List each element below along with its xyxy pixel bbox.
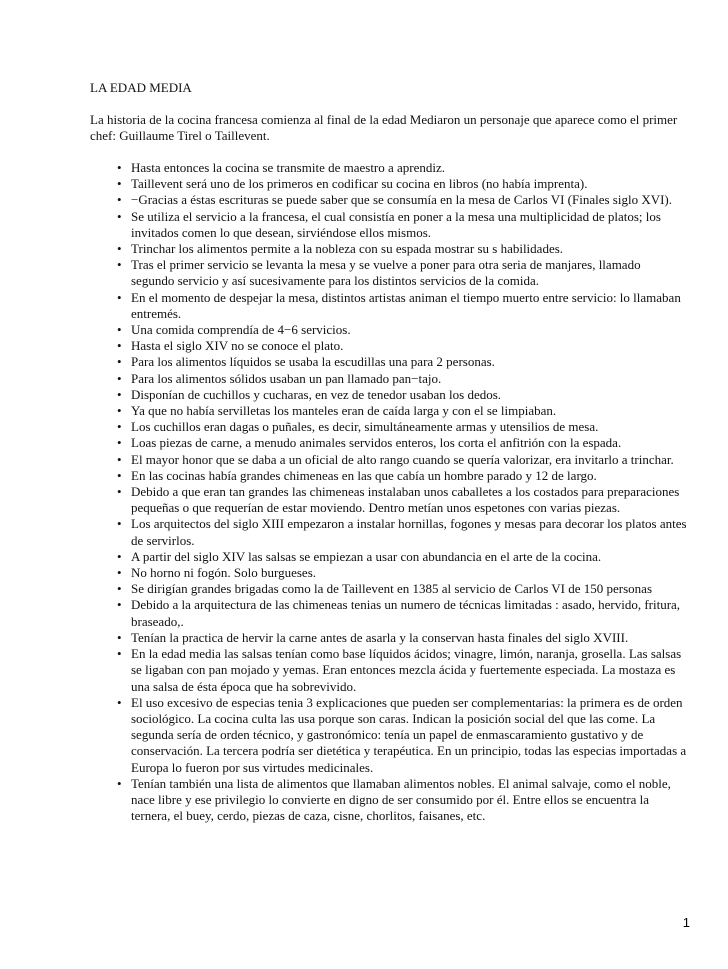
page-number: 1 — [682, 915, 690, 930]
list-item: • En el momento de despejar la mesa, distintos artistas animan el tiempo muerto entre servicio: lo llamaban entremés. — [117, 290, 687, 322]
list-item: • No horno ni fogón. Solo burgueses. — [117, 565, 687, 581]
list-item: • Tenían también una lista de alimentos que llamaban alimentos nobles. El animal salvaje, como el noble, nace libre y ese privilegio lo convierte en digno de ser consumido por él. Entre ellos se encuentra la ternera, el buey, cerdo, piezas de caza, cisne, chorlitos, faisanes, etc. — [117, 776, 687, 825]
list-item: • Debido a que eran tan grandes las chimeneas instalaban unos caballetes a los costados para preparaciones pequeñas o que requerían de estar moviendo. Dentro metían unos espetones con varias piezas. — [117, 484, 687, 516]
list-item: • El mayor honor que se daba a un oficial de alto rango cuando se quería valorizar, era invitarlo a trinchar. — [117, 452, 687, 468]
list-item: • Loas piezas de carne, a menudo animales servidos enteros, los corta el anfitrión con la espada. — [117, 435, 687, 451]
list-item: • En la edad media las salsas tenían como base líquidos ácidos; vinagre, limón, naranja, grosella. Las salsas se ligaban con pan mojado y yemas. Eran entonces mezcla ácida y fuertemente especiada. La mostaza es una salsa de ésta época que ha sobrevivido. — [117, 646, 687, 695]
list-item: • El uso excesivo de especias tenia 3 explicaciones que pueden ser complementarias: la primera es de orden sociológico. La cocina culta las usa porque son caras. Indican la posición social del que las come. La segunda sería de orden técnico, y gastronómico: tenía un papel de enmascaramiento gustativo y de conservación. La tercera podría ser dietética y terapéutica. En un principio, todas las especias importadas a Europa lo fueron por sus virtudes medicinales. — [117, 695, 687, 776]
list-item: • Trinchar los alimentos permite a la nobleza con su espada mostrar su s habilidades. — [117, 241, 687, 257]
list-item: • Ya que no había servilletas los manteles eran de caída larga y con el se limpiaban. — [117, 403, 687, 419]
list-item: • Disponían de cuchillos y cucharas, en vez de tenedor usaban los dedos. — [117, 387, 687, 403]
list-item: • Hasta entonces la cocina se transmite de maestro a aprendiz. — [117, 160, 687, 176]
list-item: • Para los alimentos líquidos se usaba la escudillas una para 2 personas. — [117, 354, 687, 370]
list-item: • Una comida comprendía de 4−6 servicios. — [117, 322, 687, 338]
page-title: LA EDAD MEDIA — [90, 80, 192, 95]
list-item: • Debido a la arquitectura de las chimeneas tenias un numero de técnicas limitadas : asado, hervido, fritura, braseado,. — [117, 597, 687, 629]
list-item: • A partir del siglo XIV las salsas se empiezan a usar con abundancia en el arte de la cocina. — [117, 549, 687, 565]
bullet-list — [117, 160, 687, 824]
list-item: • En las cocinas había grandes chimeneas en las que cabía un hombre parado y 12 de largo. — [117, 468, 687, 484]
list-item: • Taillevent será uno de los primeros en codificar su cocina en libros (no había imprenta). — [117, 176, 687, 192]
list-item: • −Gracias a éstas escrituras se puede saber que se consumía en la mesa de Carlos VI (Finales siglo XVI). — [117, 192, 687, 208]
list-item: • Para los alimentos sólidos usaban un pan llamado pan−tajo. — [117, 371, 687, 387]
list-item: • Los cuchillos eran dagas o puñales, es decir, simultáneamente armas y utensilios de mesa. — [117, 419, 687, 435]
list-item: • Tenían la practica de hervir la carne antes de asarla y la conservan hasta finales del siglo XVIII. — [117, 630, 687, 646]
list-item: • Tras el primer servicio se levanta la mesa y se vuelve a poner para otra seria de manjares, llamado segundo servicio y así sucesivamente para los distintos servicios de la comida. — [117, 257, 687, 289]
intro-paragraph: La historia de la cocina francesa comienza al final de la edad Mediaron un personaje que aparece como el primer chef: Guillaume Tirel o Taillevent. — [90, 112, 678, 144]
list-item: • Se utiliza el servicio a la francesa, el cual consistía en poner a la mesa una multiplicidad de platos; los invitados comen lo que desean, sirviéndose ellos mismos. — [117, 209, 687, 241]
list-item: • Hasta el siglo XIV no se conoce el plato. — [117, 338, 687, 354]
list-item: • Los arquitectos del siglo XIII empezaron a instalar hornillas, fogones y mesas para decorar los platos antes de servirlos. — [117, 516, 687, 548]
list-item: • Se dirigían grandes brigadas como la de Taillevent en 1385 al servicio de Carlos VI de 150 personas — [117, 581, 687, 597]
